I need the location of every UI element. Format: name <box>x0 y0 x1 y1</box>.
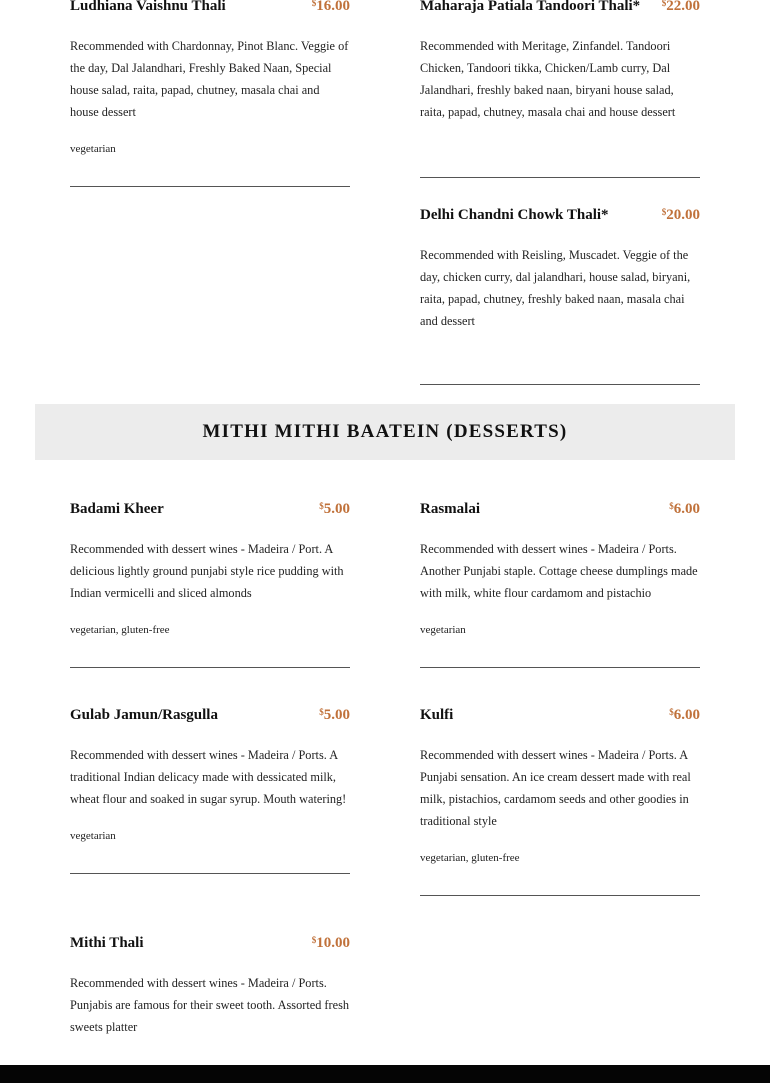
item-description: Recommended with Meritage, Zinfandel. Tandoori Chicken, Tandoori tikka, Chicken/Lamb curry, Dal Jalandhari, freshly baked naan, biryani house salad, raita, papad, chutney, masala chai and house dessert <box>420 39 676 119</box>
menu-item-mithi-thali <box>70 934 350 1068</box>
desserts-section-header <box>35 404 735 460</box>
price-value: 5.00 <box>323 707 350 723</box>
item-name: Ludhiana Vaishnu Thali <box>70 0 226 14</box>
item-description: Recommended with dessert wines - Madeira / Ports. A Punjabi sensation. An ice cream dessert made with real milk, pistachios, cardamom seeds and other goodies in traditional style <box>420 748 691 828</box>
item-description: Recommended with Chardonnay, Pinot Blanc. Veggie of the day, Dal Jalandhari, Freshly Baked Naan, Special house salad, raita, papad, chutney, masala chai and house dessert <box>70 39 349 119</box>
currency-symbol: $ <box>661 207 667 217</box>
item-name: Badami Kheer <box>70 501 164 517</box>
item-name: Delhi Chandni Chowk Thali* <box>420 207 609 223</box>
currency-symbol: $ <box>311 0 317 8</box>
menu-item-gulab-jamun-rasgulla <box>70 706 350 874</box>
item-description: Recommended with dessert wines - Madeira / Ports. Punjabis are famous for their sweet tooth. Assorted fresh sweets platter <box>70 976 350 1034</box>
currency-symbol: $ <box>669 501 674 511</box>
section-title: MITHI MITHI BAATEIN (DESSERTS) <box>202 421 568 442</box>
item-tags: vegetarian, gluten-free <box>420 852 520 864</box>
price-value: 20.00 <box>666 207 700 223</box>
price-value: 6.00 <box>673 501 700 517</box>
item-price <box>319 500 350 518</box>
item-price <box>669 706 700 724</box>
currency-symbol: $ <box>669 707 674 717</box>
item-description: Recommended with dessert wines - Madeira / Ports. Another Punjabi staple. Cottage cheese dumplings made with milk, white flour cardamom and pistachio <box>420 542 698 600</box>
currency-symbol: $ <box>311 935 317 945</box>
item-price <box>319 706 350 724</box>
currency-symbol: $ <box>319 707 324 717</box>
menu-item-badami-kheer <box>70 500 350 668</box>
menu-item-kulfi <box>420 706 700 896</box>
item-name: Gulab Jamun/Rasgulla <box>70 707 218 723</box>
menu-item-maharaja-patiala-tandoori-thali <box>420 0 700 178</box>
item-price <box>312 0 350 15</box>
menu-item-ludhiana-vaishnu-thali <box>70 0 350 187</box>
item-name: Mithi Thali <box>70 935 144 951</box>
item-price <box>669 500 700 518</box>
item-name: Maharaja Patiala Tandoori Thali* <box>420 0 641 14</box>
item-price <box>662 206 700 224</box>
price-value: 10.00 <box>316 935 350 951</box>
menu-item-delhi-chandni-chowk-thali <box>420 206 700 385</box>
item-description: Recommended with dessert wines - Madeira / Port. A delicious lightly ground punjabi style rice pudding with Indian vermicelli and sliced almonds <box>70 542 344 600</box>
price-value: 5.00 <box>323 501 350 517</box>
price-value: 16.00 <box>316 0 350 14</box>
item-description: Recommended with dessert wines - Madeira / Ports. A traditional Indian delicacy made with dessicated milk, wheat flour and soaked in sugar syrup. Mouth watering! <box>70 748 347 806</box>
item-tags: vegetarian <box>70 143 116 155</box>
item-price <box>312 934 350 952</box>
item-name: Rasmalai <box>420 501 480 517</box>
price-value: 6.00 <box>673 707 700 723</box>
currency-symbol: $ <box>661 0 667 8</box>
item-tags: vegetarian, gluten-free <box>70 624 170 636</box>
item-description: Recommended with Reisling, Muscadet. Veggie of the day, chicken curry, dal jalandhari, house salad, biryani, raita, papad, chutney, freshly baked naan, masala chai and dessert <box>420 248 691 328</box>
menu-item-rasmalai <box>420 500 700 668</box>
item-tags: vegetarian <box>70 830 116 842</box>
item-name: Kulfi <box>420 707 454 723</box>
price-value: 22.00 <box>666 0 700 14</box>
footer-bar <box>0 1065 770 1083</box>
currency-symbol: $ <box>319 501 324 511</box>
item-tags: vegetarian <box>420 624 466 636</box>
item-price <box>662 0 700 15</box>
